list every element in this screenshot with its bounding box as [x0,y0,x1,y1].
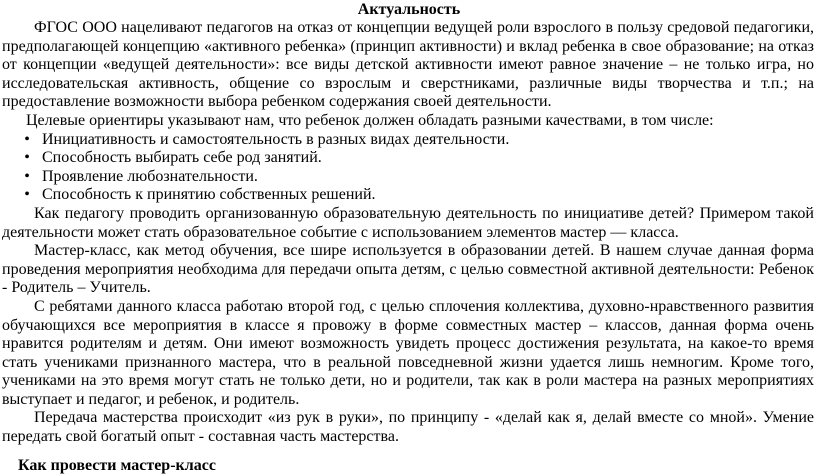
bullet-icon: • [24,186,30,204]
list-item [2,149,816,168]
paragraph-class-work: С ребятами данного класса работаю второй год, с целью сплочения коллектива, духовно-нравственного развития обучающихся все мероприятия в классе я провожу в форме совместных мастер – классов, данная форма очень нравится родителям и детям. Они имеют возможность увидеть процесс достижения результата, на какое-то время стать учениками признанного мастера, что в реальной повседневной жизни удается лишь немногим. Кроме того, учениками на это время могут стать не только дети, но и родители, так как в роли мастера на разных мероприятиях выступает и педагог, и ребенок, и родитель. [2,297,814,408]
list-item-text: Способность выбирать себе род занятий. [42,149,322,167]
list-item [2,131,816,150]
page-title: Актуальность [357,1,461,18]
paragraph-target-guidelines: Целевые ориентиры указывают нам, что ребенок должен обладать разными качествами, в том числе: [26,111,714,129]
spacer [2,447,816,457]
paragraph-mastery-transfer: Передача мастерства происходит «из рук в руки», по принципу - «делай как я, делай вместе со мной». Умение передать свой богатый опыт - составная часть мастерства. [2,409,814,446]
list-item [2,168,816,187]
paragraph-master-class: Мастер-класс, как метод обучения, все шире используется в образовании детей. В нашем случае данная форма проведения мероприятия необходима для передачи опыта детям, с целью совместной активной деятельности: Ребенок - Родитель – Учитель. [2,242,814,297]
bullet-icon: • [24,130,30,148]
list-item [2,186,816,205]
list-item-text: Проявление любознательности. [42,167,258,185]
paragraph-teacher-question: Как педагогу проводить организованную образовательную деятельность по инициативе детей? Примером такой деятельности может стать образовательное событие с использованием элементов мастер — класса. [2,204,814,241]
qualities-list [2,131,816,205]
list-item-text: Инициативность и самостоятельность в разных видах деятельности. [42,130,510,148]
bullet-icon: • [24,149,30,167]
bullet-icon: • [24,167,30,185]
paragraph-fgos: ФГОС ООО нацеливают педагогов на отказ от концепции ведущей роли взрослого в пользу средовой педагогики, предполагающей концепцию «активного ребенка» (принцип активности) и вклад ребенка в свое образование; на отказ от концепции «ведущей деятельности»: все виды детской активности имеют равное значение – не только игра, но исследовательская активность, общение со взрослым и сверстниками, различные виды творчества и т.п.; на предоставление возможности выбора ребенком содержания своей деятельности. [2,19,814,111]
list-item-text: Способность к принятию собственных решений. [42,186,376,204]
section-subheading: Как провести мастер-класс [18,456,216,474]
